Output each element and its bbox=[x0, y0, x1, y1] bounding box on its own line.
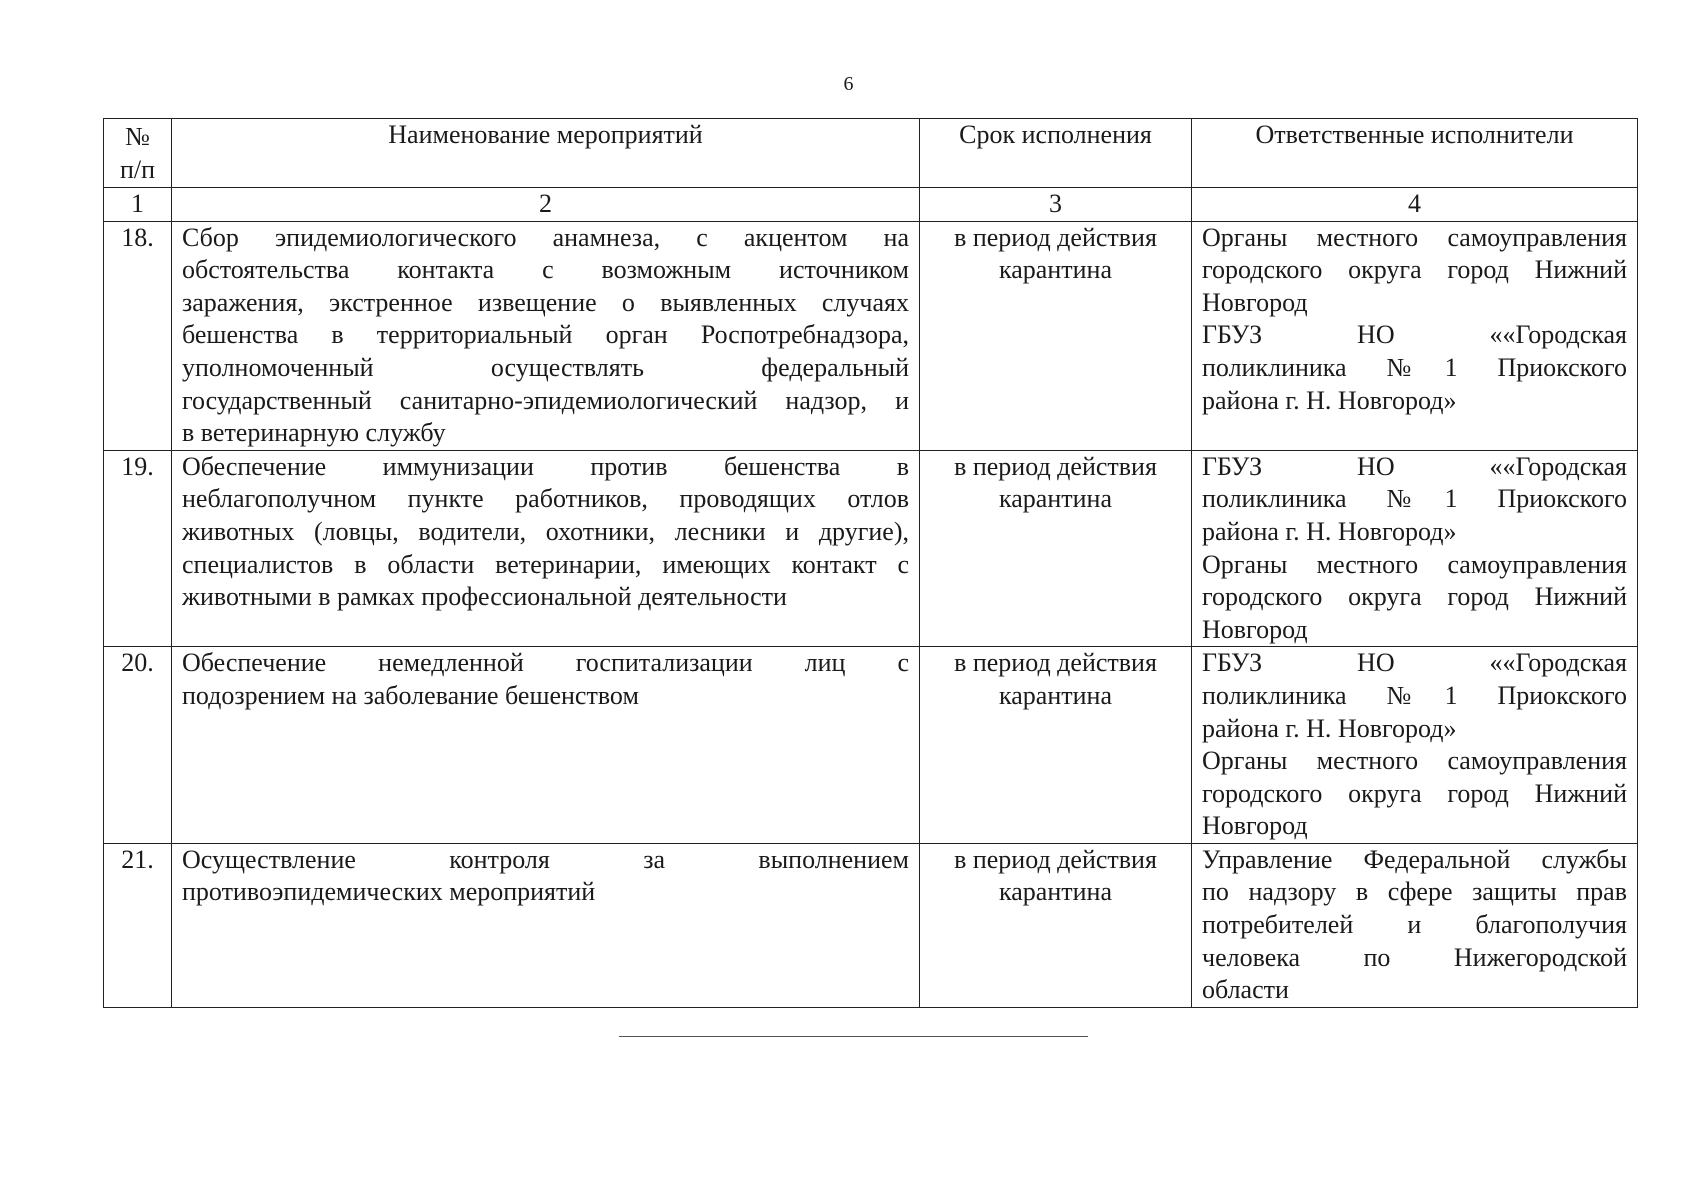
column-index-row bbox=[104, 188, 1638, 222]
text-line: в период действия bbox=[954, 222, 1157, 252]
text-line: Обеспечение немедленной госпитализации лиц с bbox=[182, 648, 909, 678]
text-line: заражения, экстренное извещение о выявленных случаях bbox=[182, 287, 909, 317]
text-line: обстоятельства контакта с возможным источником bbox=[182, 255, 909, 285]
text-line: Новгород bbox=[1202, 287, 1308, 317]
column-index: 2 bbox=[172, 188, 920, 222]
text-line: поликлиника №1 Приокского bbox=[1202, 680, 1627, 710]
text-line: бешенства в территориальный орган Роспотребнадзора, bbox=[182, 320, 909, 350]
header-name: Наименование мероприятий bbox=[172, 119, 920, 188]
measures-table bbox=[103, 118, 1638, 1008]
text-line: Обеспечение иммунизации против бешенства в bbox=[182, 451, 909, 481]
text-line: ГБУЗ НО ««Городская bbox=[1202, 320, 1627, 350]
responsible-executors bbox=[1192, 221, 1638, 450]
text-line: Органы местного самоуправления bbox=[1202, 549, 1627, 579]
measure-name bbox=[172, 843, 920, 1007]
text-line: карантина bbox=[999, 877, 1112, 907]
column-index: 3 bbox=[920, 188, 1192, 222]
text-line: противоэпидемических мероприятий bbox=[182, 877, 596, 907]
row-number: 19. bbox=[104, 450, 172, 647]
text-line: Осуществление контроля за выполнением bbox=[182, 844, 909, 874]
execution-term bbox=[920, 221, 1192, 450]
responsible-executors bbox=[1192, 450, 1638, 647]
row-number: 21. bbox=[104, 843, 172, 1007]
text-line: поликлиника №1 Приокского bbox=[1202, 484, 1627, 514]
row-number: 18. bbox=[104, 221, 172, 450]
text-line: в период действия bbox=[954, 844, 1157, 874]
text-line: в период действия bbox=[954, 648, 1157, 678]
header-term: Срок исполнения bbox=[920, 119, 1192, 188]
header-num: № п/п bbox=[104, 119, 172, 188]
text-line: ГБУЗ НО ««Городская bbox=[1202, 648, 1627, 678]
text-line: городского округа город Нижний bbox=[1202, 255, 1627, 285]
execution-term bbox=[920, 647, 1192, 844]
text-line: городского округа город Нижний bbox=[1202, 778, 1627, 808]
table-row bbox=[104, 843, 1638, 1007]
text-line: животными в рамках профессиональной деятельности bbox=[182, 582, 787, 612]
text-line: поликлиника №1 Приокского bbox=[1202, 352, 1627, 382]
text-line: Органы местного самоуправления bbox=[1202, 222, 1627, 252]
text-line: области bbox=[1202, 975, 1289, 1005]
text-line: животных (ловцы, водители, охотники, лесники и другие), bbox=[182, 516, 909, 546]
table-row bbox=[104, 647, 1638, 844]
text-line: специалистов в области ветеринарии, имеющих контакт с bbox=[182, 549, 909, 579]
text-line: подозрением на заболевание бешенством bbox=[182, 680, 639, 710]
row-number: 20. bbox=[104, 647, 172, 844]
measure-name bbox=[172, 647, 920, 844]
text-line: в период действия bbox=[954, 451, 1157, 481]
table-header-row bbox=[104, 119, 1638, 188]
execution-term bbox=[920, 450, 1192, 647]
page-number: 6 bbox=[843, 73, 854, 95]
column-index: 1 bbox=[104, 188, 172, 222]
text-line: карантина bbox=[999, 680, 1112, 710]
text-line: района г. Н. Новгород» bbox=[1202, 385, 1457, 415]
responsible-executors bbox=[1192, 843, 1638, 1007]
responsible-executors bbox=[1192, 647, 1638, 844]
text-line: неблагополучном пункте работников, проводящих отлов bbox=[182, 484, 909, 514]
text-line: человека по Нижегородской bbox=[1202, 942, 1627, 972]
table-row bbox=[104, 450, 1638, 647]
text-line: Сбор эпидемиологического анамнеза, с акцентом на bbox=[182, 222, 909, 252]
text-line: Новгород bbox=[1202, 614, 1308, 644]
measure-name bbox=[172, 450, 920, 647]
text-line: Органы местного самоуправления bbox=[1202, 746, 1627, 776]
measure-name bbox=[172, 221, 920, 450]
text-line: карантина bbox=[999, 255, 1112, 285]
text-line: по надзору в сфере защиты прав bbox=[1202, 877, 1627, 907]
text-line: городского округа город Нижний bbox=[1202, 582, 1627, 612]
table-row bbox=[104, 221, 1638, 450]
text-line: уполномоченный осуществлять федеральный bbox=[182, 352, 909, 382]
text-line: района г. Н. Новгород» bbox=[1202, 516, 1457, 546]
text-line: ГБУЗ НО ««Городская bbox=[1202, 451, 1627, 481]
header-responsible: Ответственные исполнители bbox=[1192, 119, 1638, 188]
footer-divider bbox=[619, 1036, 1088, 1037]
column-index: 4 bbox=[1192, 188, 1638, 222]
text-line: Управление Федеральной службы bbox=[1202, 844, 1627, 874]
text-line: карантина bbox=[999, 484, 1112, 514]
text-line: государственный санитарно-эпидемиологический надзор, и bbox=[182, 385, 909, 415]
text-line: в ветеринарную службу bbox=[182, 418, 446, 448]
execution-term bbox=[920, 843, 1192, 1007]
text-line: района г. Н. Новгород» bbox=[1202, 713, 1457, 743]
text-line: потребителей и благополучия bbox=[1202, 910, 1627, 940]
text-line: Новгород bbox=[1202, 811, 1308, 841]
